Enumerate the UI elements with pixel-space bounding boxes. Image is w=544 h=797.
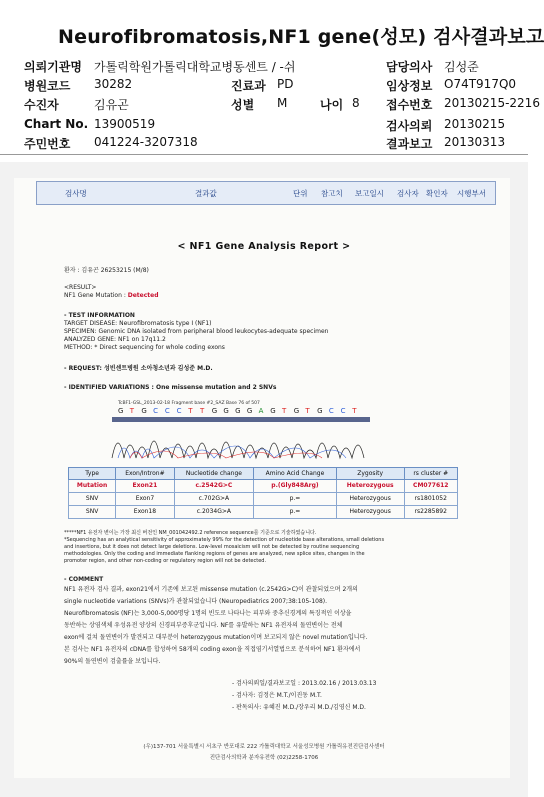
quality-bar xyxy=(112,417,370,422)
patient-line: 환자 : 김유곤 26253215 (M/8) xyxy=(64,267,149,274)
test-info-line: TARGET DISEASE: Neurofibromatosis type I (NF1) xyxy=(64,320,212,327)
field-label: Chart No. xyxy=(24,117,89,131)
note-line: promoter region, and other non-coding or regulatory region will not be detected. xyxy=(64,558,267,564)
sequence-base: G xyxy=(293,407,300,415)
field-department xyxy=(231,77,294,94)
table-cell: Heterozygous xyxy=(336,506,404,519)
variations-line: - IDENTIFIED VARIATIONS : One missense mutation and 2 SNVs xyxy=(64,384,277,391)
table-cell: SNV xyxy=(69,506,116,519)
sequence-base: T xyxy=(352,407,357,415)
field-value: 13900519 xyxy=(94,117,156,131)
mutation-value: Detected xyxy=(127,292,159,299)
table-cell: Exon21 xyxy=(116,480,174,493)
footer-contact: 진단검사의학과 분자유전학 (02)2258-1706 xyxy=(209,755,319,761)
field-value: M xyxy=(277,96,288,110)
field-label: 접수번호 xyxy=(386,98,433,112)
field-label: 담당의사 xyxy=(386,60,433,74)
column-header: Nucleotide change xyxy=(174,468,254,480)
column-header: Exon/Intron# xyxy=(116,468,174,480)
field-value: 김유곤 xyxy=(94,98,129,112)
test-info-line: METHOD: * Direct sequencing for whole coding exons xyxy=(64,344,225,351)
sequence-base: T xyxy=(305,407,310,415)
table-cell: SNV xyxy=(69,493,116,506)
table-cell: c.2542G>C xyxy=(174,480,254,493)
field-clinical-info xyxy=(386,77,517,94)
mutation-table xyxy=(68,467,458,519)
field-sex xyxy=(231,96,288,113)
table-cell: Mutation xyxy=(69,480,116,493)
result-line xyxy=(64,292,159,299)
column-header: Zygosity xyxy=(336,468,404,480)
note-line: methodologies. Only the coding and immediate flanking regions of genes are analyzed, new splice sites, changes in the xyxy=(64,551,365,557)
tab-tester: 검사자 xyxy=(397,189,419,198)
field-label: 병원코드 xyxy=(24,79,71,93)
note-line: *****NF1 유전자 변이는 가장 최신 버전인 NM_001042492.2 reference sequence를 기준으로 기술하였습니다. xyxy=(64,530,317,536)
sequence-base: G xyxy=(317,407,323,415)
table-cell: Exon18 xyxy=(116,506,174,519)
field-institution xyxy=(24,58,296,75)
field-request-date xyxy=(386,117,506,134)
table-cell: rs2285892 xyxy=(404,506,457,519)
sequence-base: G xyxy=(118,407,124,415)
table-row xyxy=(69,493,458,506)
field-value: 가톨릭학원가톨릭대학교병동센트 / -쉬 xyxy=(94,60,296,74)
table-cell: Heterozygous xyxy=(336,480,404,493)
signoff-line: - 검사의뢰일/결과보고일 : 2013.02.16 / 2013.03.13 xyxy=(232,680,377,687)
sequence-base: C xyxy=(328,407,334,415)
column-header: Type xyxy=(69,468,116,480)
sequence-base: T xyxy=(200,407,205,415)
table-cell: c.702G>A xyxy=(174,493,254,506)
field-receipt-no xyxy=(386,96,540,113)
field-chart-no xyxy=(24,117,156,131)
test-info-title: - TEST INFORMATION xyxy=(64,312,135,319)
field-value: 20130313 xyxy=(444,135,506,149)
sequence-base: C xyxy=(176,407,182,415)
column-header: Amino Acid Change xyxy=(254,468,337,480)
header-divider xyxy=(0,154,528,155)
report-heading: < NF1 Gene Analysis Report > xyxy=(177,241,351,252)
table-cell: Exon7 xyxy=(116,493,174,506)
field-value: 30282 xyxy=(94,77,133,91)
field-label: 나이 xyxy=(320,98,344,112)
tab-report-time: 보고일시 xyxy=(355,189,384,198)
field-label: 결과보고 xyxy=(386,137,433,151)
sequence-base: T xyxy=(188,407,193,415)
comment-line: NF1 유전자 검사 결과, exon21에서 기존에 보고된 missense mutation (c.2542G>C)이 관찰되었으며 2개의 xyxy=(64,586,358,593)
sequence-base: G xyxy=(141,407,147,415)
table-cell: CM077612 xyxy=(404,480,457,493)
table-cell: rs1801052 xyxy=(404,493,457,506)
field-label: 수진자 xyxy=(24,98,59,112)
sequence-base: G xyxy=(270,407,276,415)
report-tab-bar xyxy=(36,181,496,205)
report-title: Neurofibromatosis,NF1 gene(성모) 검사결과보고 xyxy=(58,26,544,48)
tab-department: 시행부서 xyxy=(457,189,486,198)
comment-line: Neurofibromatosis (NF)는 3,000-5,000명당 1명의 빈도로 나타나는 피부와 중추신경계의 특징적인 이상을 xyxy=(64,610,352,617)
sequence-base: G xyxy=(211,407,218,415)
sequence-base: T xyxy=(282,407,287,415)
field-label: 의뢰기관명 xyxy=(24,60,82,74)
table-cell: p.= xyxy=(254,506,337,519)
field-report-date xyxy=(386,135,506,152)
note-line: *Sequencing has an analytical sensitivity of approximately 99% for the detection of nucleotide base alterations, small deletions xyxy=(64,537,385,543)
field-value: PD xyxy=(277,77,294,91)
field-age xyxy=(320,96,360,113)
result-label: <RESULT> xyxy=(64,284,97,291)
sequence-base: C xyxy=(153,407,158,415)
sequence-base: G xyxy=(235,407,241,415)
tab-confirmer: 확인자 xyxy=(426,189,448,198)
table-cell: c.2034G>A xyxy=(174,506,254,519)
field-label: 검사의뢰 xyxy=(386,119,433,133)
field-label: 임상정보 xyxy=(386,79,433,93)
table-cell: p.= xyxy=(254,493,337,506)
tab-unit: 단위 xyxy=(293,189,308,198)
field-patient-name xyxy=(24,96,129,113)
request-line: - REQUEST: 성빈센트병원 소아청소년과 김성준 M.D. xyxy=(64,365,213,372)
field-value: 20130215-2216 xyxy=(444,96,540,110)
column-header: rs cluster # xyxy=(404,468,457,480)
sequence-base: G xyxy=(246,407,253,415)
table-cell: p.(Gly848Arg) xyxy=(254,480,337,493)
chromatogram xyxy=(112,398,370,460)
field-value: 041224-3207318 xyxy=(94,135,198,149)
test-info-line: ANALYZED GENE: NF1 on 17q11.2 xyxy=(64,336,166,343)
sequence-base: C xyxy=(340,407,346,415)
sequence-base: G xyxy=(223,407,229,415)
field-resident-no xyxy=(24,135,198,152)
signoff-line: - 검사자: 김정은 M.T./이진동 M.T. xyxy=(232,692,322,699)
table-cell: Heterozygous xyxy=(336,493,404,506)
field-value: 김성준 xyxy=(444,60,479,74)
comment-line: 동반하는 상염색체 우성유전 양상의 신경피부증후군입니다. NF를 유발하는 NF1 유전자의 돌연변이는 전체 xyxy=(64,622,343,629)
tab-test-name: 검사명 xyxy=(65,189,87,198)
field-hospital-code xyxy=(24,77,133,94)
comment-line: 본 검사는 NF1 유전자의 cDNA를 합성하여 58개의 coding exon을 직접염기서열법으로 분석하여 NF1 환자에서 xyxy=(64,646,361,653)
sequence-base: C xyxy=(164,407,170,415)
sequence-letters xyxy=(118,407,357,415)
field-value: 8 xyxy=(352,96,360,110)
tab-reference: 참고치 xyxy=(321,189,343,198)
table-header-row xyxy=(69,468,458,480)
chromatogram-svg xyxy=(112,398,370,460)
sequence-base: T xyxy=(129,407,134,415)
mutation-label: NF1 Gene Mutation : xyxy=(64,292,128,299)
table-row xyxy=(69,480,458,493)
field-value: O74T917Q0 xyxy=(444,77,517,91)
field-label: 진료과 xyxy=(231,79,266,93)
field-doctor xyxy=(386,58,479,75)
comment-line: exon에 걸쳐 돌연변이가 발견되고 대부분이 heterozygous mutation이며 보고되지 않은 novel mutation입니다. xyxy=(64,634,368,641)
chromatogram-caption: TcBF1-GSL_2013-02-18 Fragment base #2_SAZ Base 76 of 507 xyxy=(118,401,260,406)
comment-title: - COMMENT xyxy=(64,576,104,583)
note-line: and insertions, but it does not detect large deletions. Low-level mosaicism will not be detected by routine sequencing xyxy=(64,544,360,550)
field-value: 20130215 xyxy=(444,117,506,131)
table-row xyxy=(69,506,458,519)
signoff-line: - 판독의사: 유혜진 M.D./장우리 M.D./김영신 M.D. xyxy=(232,704,366,711)
field-label: 주민번호 xyxy=(24,137,71,151)
comment-line: 90%의 돌연변이 검출률을 보입니다. xyxy=(64,658,161,665)
field-label: 성별 xyxy=(231,98,255,112)
comment-line: single nucleotide variations (SNVs)가 관찰되었습니다 (Neuropediatrics 2007;38:105-108). xyxy=(64,598,328,605)
test-info-line: SPECIMEN: Genomic DNA isolated from peripheral blood leukocytes-adequate specimen xyxy=(64,328,329,335)
tab-result: 결과값 xyxy=(195,189,217,198)
footer-address: (우)137-701 서울특별시 서초구 반포대로 222 가톨릭대학교 서울성모병원 가톨릭유전진단검사센터 xyxy=(143,744,385,750)
sequence-base: A xyxy=(258,407,264,415)
